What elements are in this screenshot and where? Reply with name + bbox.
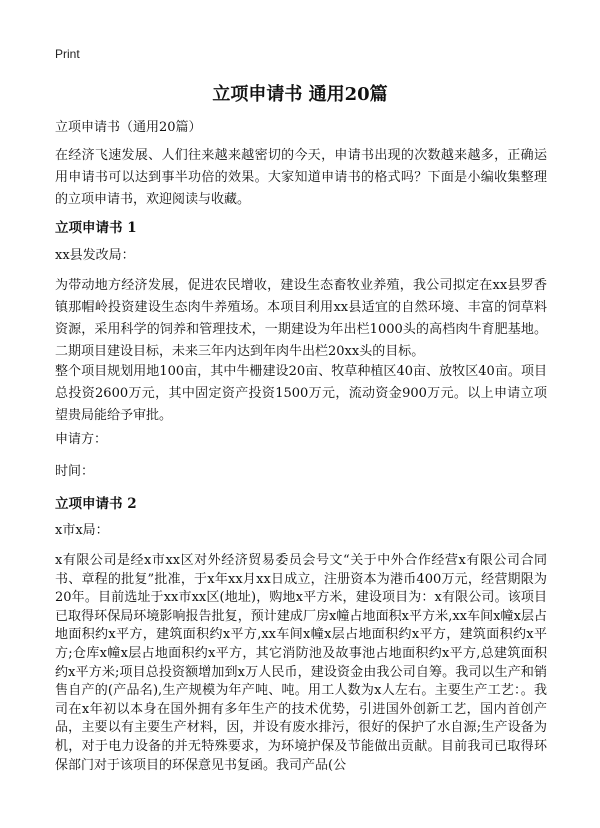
document-title: 立项申请书 通用20篇	[212, 84, 388, 105]
document-subtitle: 立项申请书（通用20篇）	[55, 120, 202, 135]
section-1-heading: 立项申请书 1	[55, 220, 137, 236]
section-2-salutation: x市x局：	[55, 523, 109, 538]
section-2-paragraph-1: x有限公司是经x市xx区对外经济贸易委员会号文“关于中外合作经营x有限公司合同书、章程的批复”批准，于x年xx月xx日成立，注册资本为港币400万元，经营期限为20年。目前选址于xx市xx区(地址)，购地x平方米，建设项目为：x有限公司。该项目已取得环保局环境影响报告批复，预计建成厂房x幢占地面积x平方米,xx车间x幢x层占地面积约x平方，建筑面积约x平方,xx车间x幢x层占地面积约x平方，建筑面积约x平方;仓库x幢x层占地面积约x平方，其它消防池及故事池占地面积约x平方,总建筑面积约x平方米;项目总投资额增加到x万人民币，建设资金由我公司自筹。我司以生产和销售自产的(产品名),生产规模为年产吨、吨。用工人数为x人左右。主要生产工艺：。我司在x年初以本身在国外拥有多年生产的技术优势，引进国外创新工艺，国内首创产品，主要以有主要生产材料，因，并设有废水排污，很好的保护了水自源;生产设备为机，对于电力设备的并无特殊要求，为环境护保及节能做出贡献。目前我司已取得环保部门对于该项目的环保意见书复函。我司产品(公	[55, 553, 547, 773]
section-2-heading: 立项申请书 2	[55, 496, 137, 512]
section-1-paragraph-2: 整个项目规划用地100亩，其中牛栅建设20亩、牧草种植区40亩、放牧区40亩。项目总投资2600万元，其中固定资产投资1500万元，流动资金900万元。以上申请立项望贵局能给予审批。	[55, 364, 547, 423]
print-link[interactable]: Print	[55, 47, 80, 61]
section-1-time: 时间：	[55, 464, 95, 479]
section-1-paragraph-1: 为带动地方经济发展，促进农民增收，建设生态畜牧业养殖，我公司拟定在xx县罗香镇那帽岭投资建设生态肉牛养殖场。本项目利用xx县适宜的自然环境、丰富的饲草料资源，采用科学的饲养和管理技术，一期建设为年出栏1000头的高档肉牛育肥基地。二期项目建设目标，未来三年内达到年肉牛出栏20xx头的目标。	[55, 278, 547, 359]
intro-paragraph: 在经济飞速发展、人们往来越来越密切的今天，申请书出现的次数越来越多，正确运用申请书可以达到事半功倍的效果。大家知道申请书的格式吗？下面是小编收集整理的立项申请书，欢迎阅读与收藏。	[55, 148, 547, 207]
section-1-salutation: xx县发改局：	[55, 248, 135, 263]
section-1-applicant: 申请方：	[55, 432, 108, 447]
